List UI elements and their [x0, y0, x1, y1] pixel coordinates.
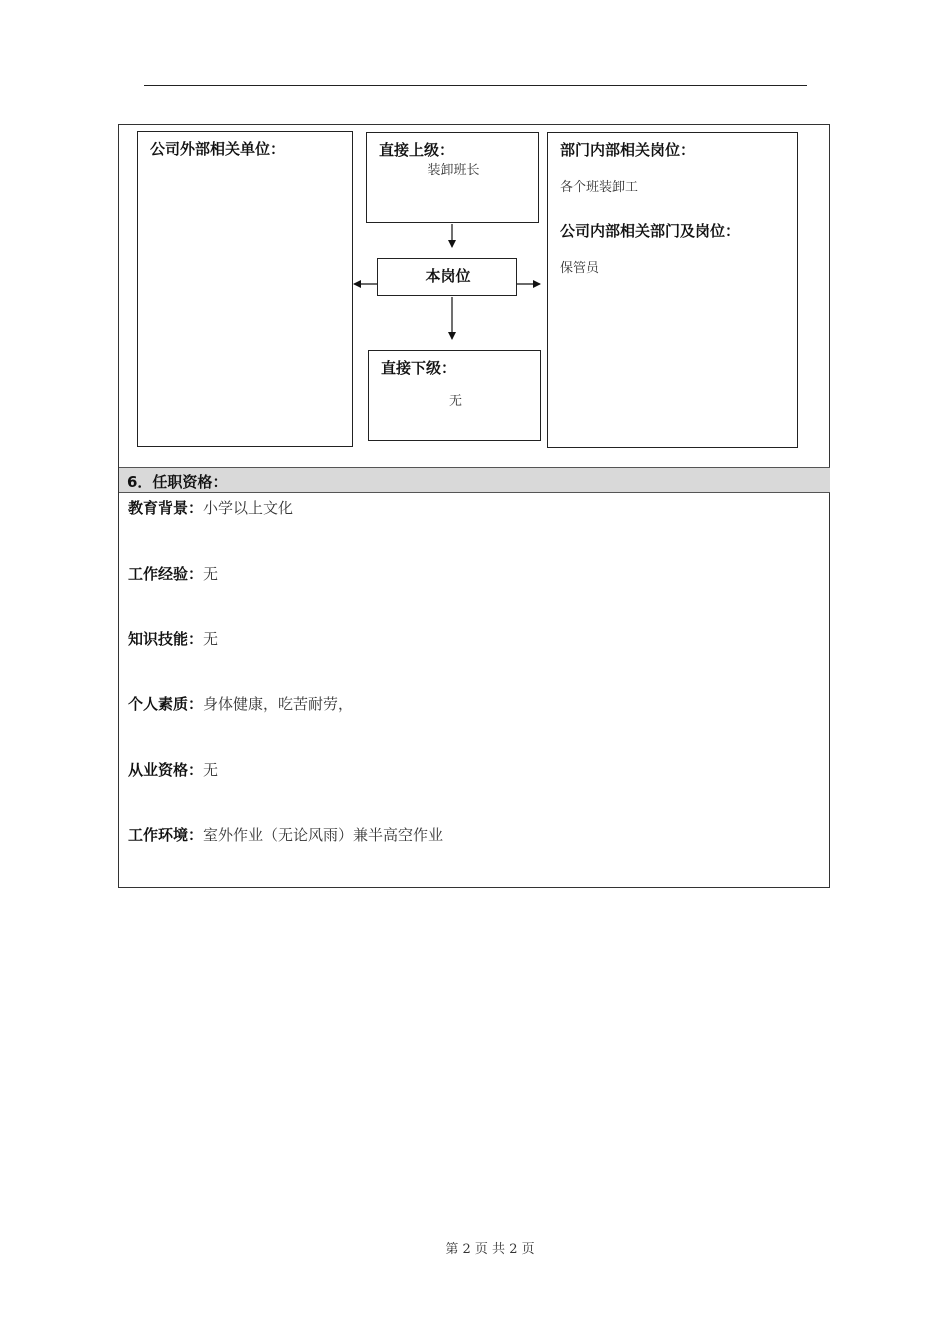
- company-internal-value: 保管员: [560, 261, 600, 276]
- dept-internal-title: 部门内部相关岗位：: [560, 141, 696, 159]
- qualification-row: [128, 824, 443, 845]
- qualifications-section-header: [119, 467, 830, 493]
- qualification-value: 小学以上文化: [203, 499, 294, 517]
- this-position-title: 本岗位: [425, 267, 471, 285]
- direct-subordinate-value: 无: [448, 394, 462, 409]
- qualification-value: 无: [203, 761, 219, 779]
- qualification-label: 从业资格：: [128, 761, 204, 779]
- dept-internal-value: 各个班装卸工: [560, 180, 639, 195]
- qualification-row: [128, 693, 353, 714]
- external-units-title: 公司外部相关单位：: [150, 140, 286, 158]
- qualification-label: 知识技能：: [128, 630, 204, 648]
- direct-superior-title: 直接上级：: [379, 141, 455, 159]
- qualification-row: [128, 628, 218, 649]
- qualification-label: 工作环境：: [128, 826, 204, 844]
- direct-subordinate-title: 直接下级：: [381, 359, 457, 377]
- qualification-label: 教育背景：: [128, 499, 204, 517]
- company-internal-title: 公司内部相关部门及岗位：: [560, 222, 741, 240]
- qualification-value: 无: [203, 565, 219, 583]
- qualifications-section-title: 6．任职资格：: [127, 473, 228, 491]
- page-number-footer: 第 2 页 共 2 页: [445, 1242, 535, 1257]
- qualification-label: 工作经验：: [128, 565, 204, 583]
- qualification-row: [128, 563, 218, 584]
- qualification-row: [128, 497, 293, 518]
- qualification-label: 个人素质：: [128, 695, 204, 713]
- direct-superior-value: 装卸班长: [427, 163, 480, 178]
- qualification-value: 无: [203, 630, 219, 648]
- qualification-value: 身体健康，吃苦耐劳，: [203, 695, 354, 713]
- qualification-value: 室外作业（无论风雨）兼半高空作业: [203, 826, 444, 844]
- qualification-row: [128, 759, 218, 780]
